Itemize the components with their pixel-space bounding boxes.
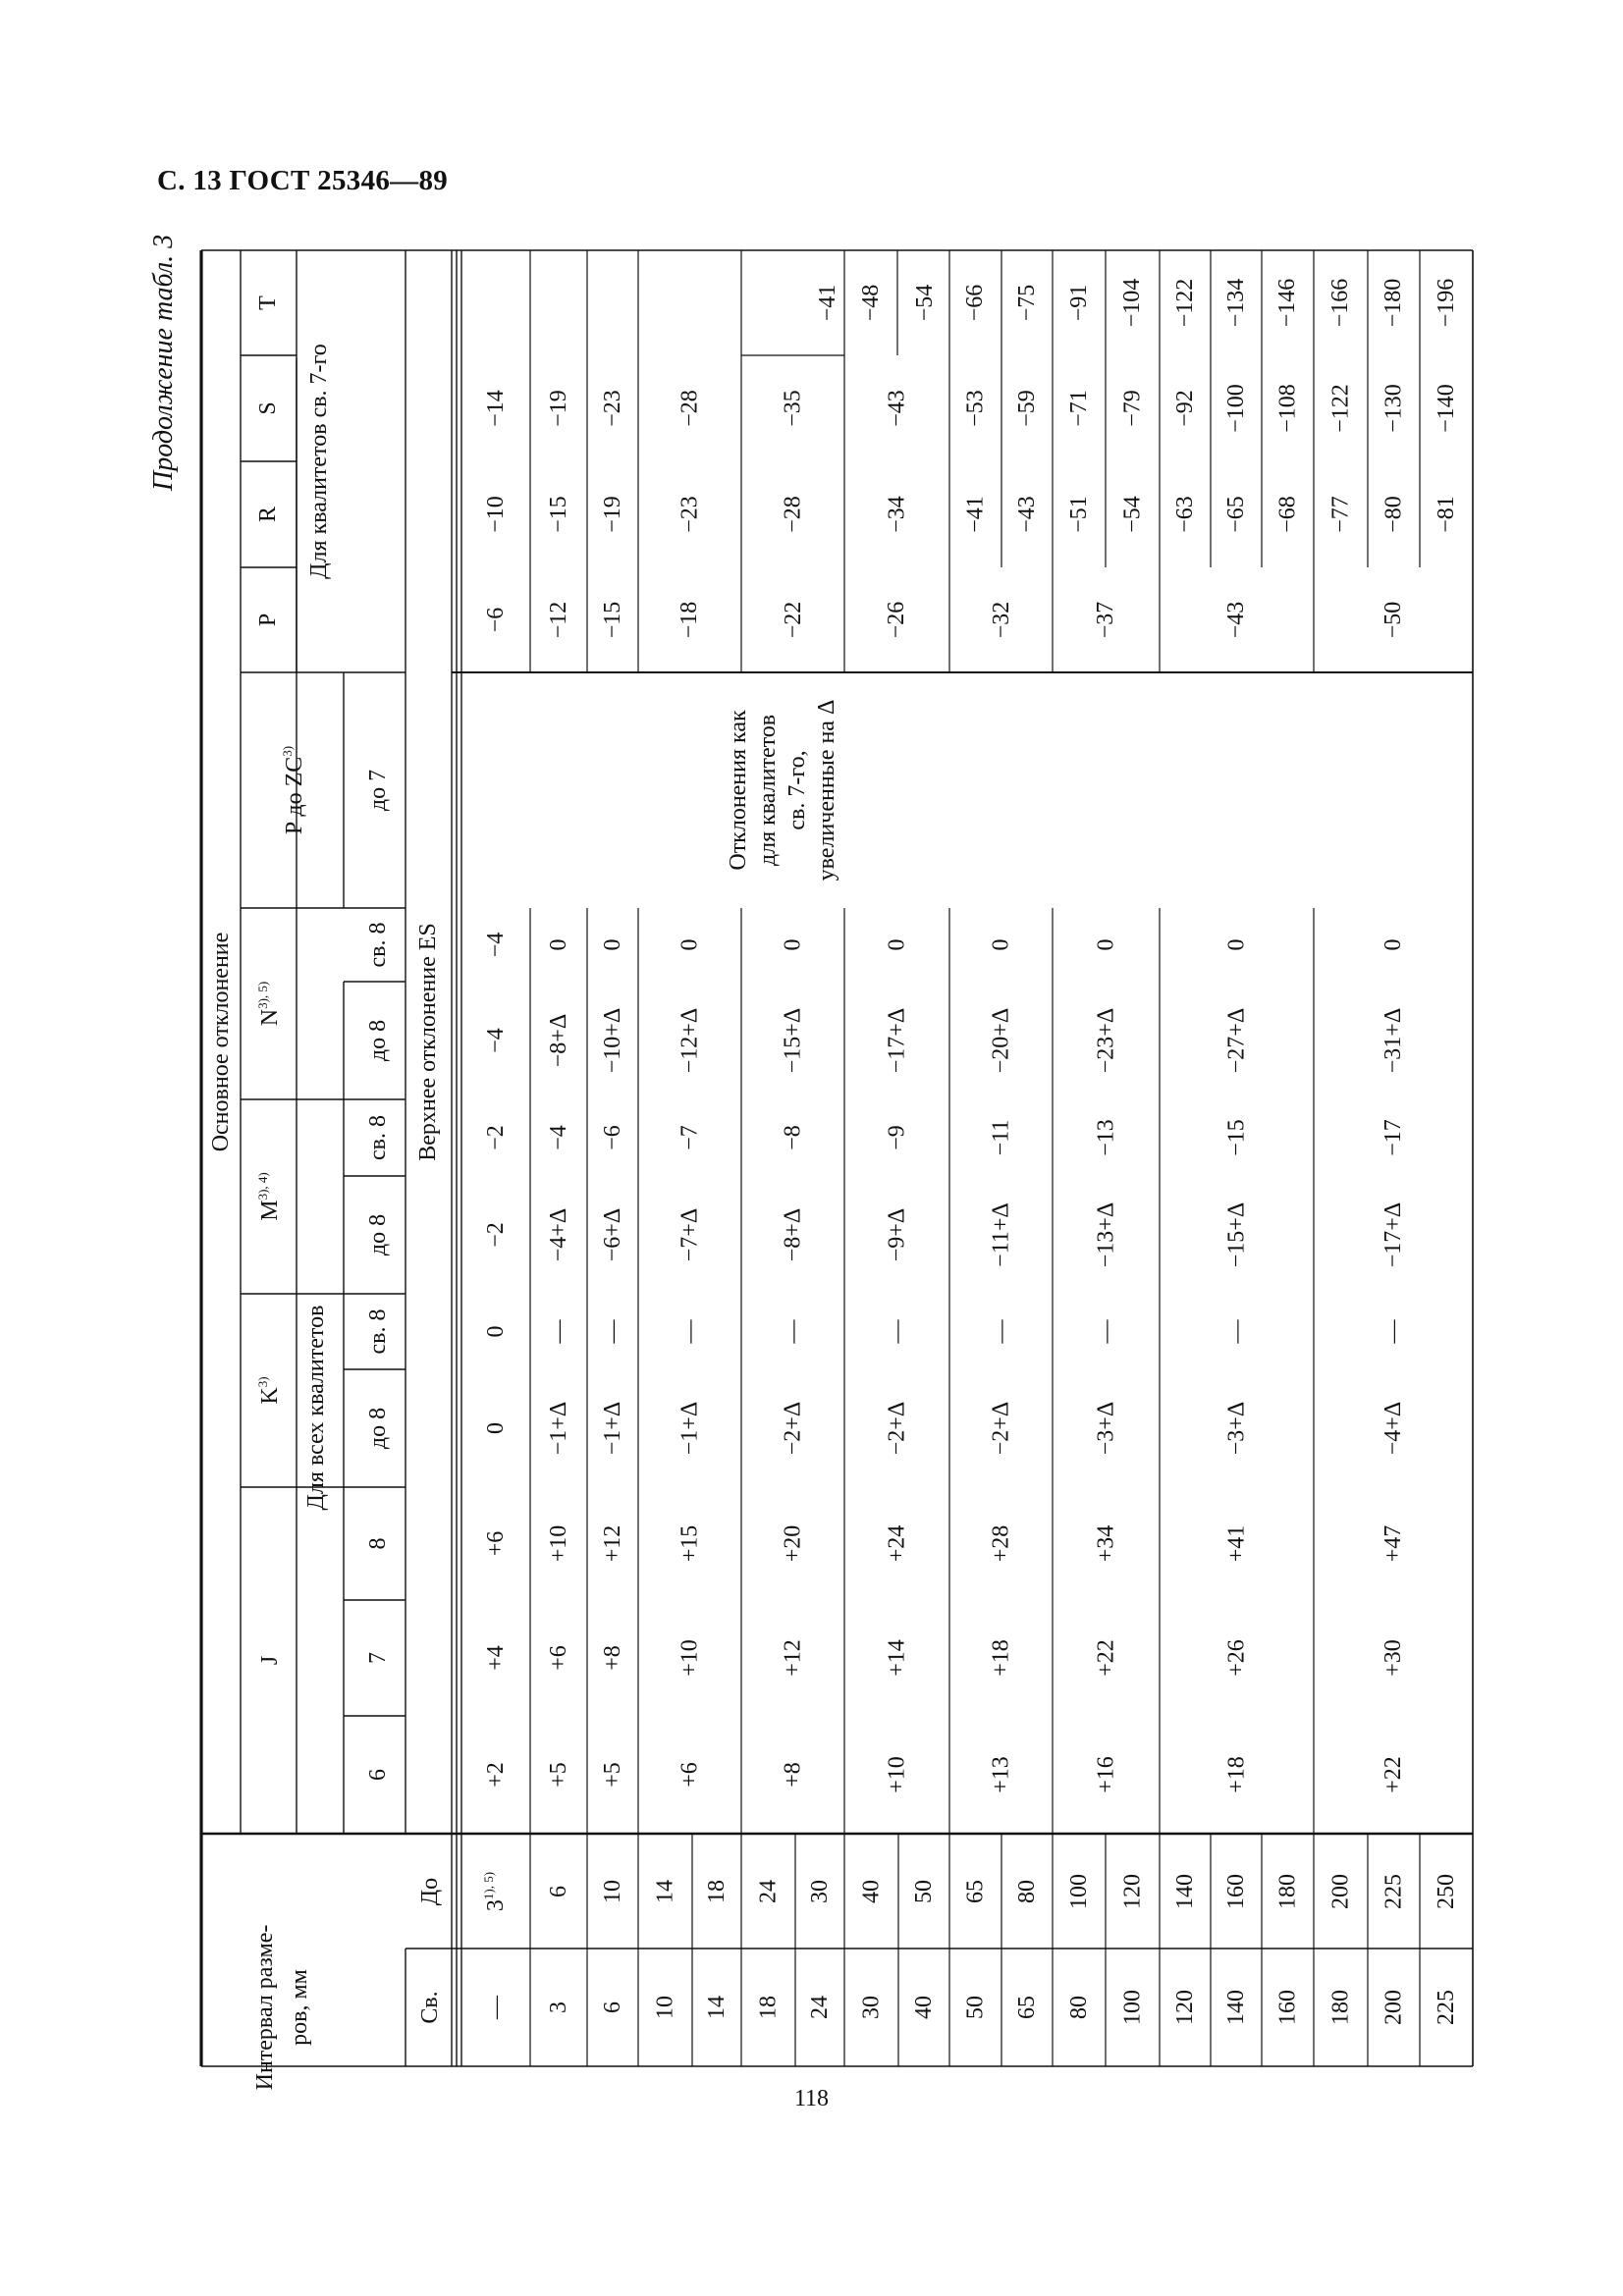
col-M-sv8-sub: св. 8 (365, 1115, 391, 1160)
cell-s: −14 (483, 390, 509, 427)
cell-k-do8: −3+Δ (1223, 1401, 1250, 1456)
cell-k-sv8: — (780, 1319, 806, 1344)
cell-j6: +16 (1093, 1756, 1119, 1793)
cell-n-do8: −12+Δ (676, 1007, 703, 1074)
cell-n-do8: −10+Δ (600, 1007, 625, 1074)
cell-s: −92 (1172, 390, 1198, 427)
cell-j8: +41 (1223, 1524, 1250, 1563)
interval-do: $3^{1), 5)}$ (480, 1871, 509, 1912)
cell-k-do8: −1+Δ (676, 1401, 703, 1456)
col-J-label: J (257, 1655, 283, 1666)
interval-sv: — (483, 1996, 509, 2019)
cell-j8: +34 (1093, 1524, 1119, 1563)
cell-r: −15 (546, 496, 571, 533)
page-number: 118 (793, 2086, 830, 2111)
col-J6-sub: 6 (365, 1769, 391, 1781)
cell-k-do8: −3+Δ (1093, 1401, 1119, 1456)
cell-j6: +18 (1223, 1756, 1250, 1793)
interval-sv: 120 (1172, 1990, 1198, 2025)
cell-m-do8: −15+Δ (1223, 1201, 1250, 1268)
cell-n-sv8: 0 (780, 938, 806, 951)
cell-t: −91 (1066, 284, 1092, 322)
cell-n-sv8: 0 (600, 938, 625, 951)
cell-n-sv8: 0 (676, 938, 703, 951)
cell-s: −122 (1327, 384, 1354, 433)
col-J8-sub: 8 (365, 1537, 391, 1550)
cell-j8: +6 (483, 1530, 509, 1557)
cell-n-do8: −17+Δ (884, 1007, 910, 1074)
cell-k-sv8: — (600, 1319, 625, 1344)
cell-k-sv8: 0 (483, 1325, 509, 1338)
cell-n-sv8: 0 (1223, 938, 1250, 951)
cell-k-do8: 0 (483, 1422, 509, 1434)
cell-r: −81 (1434, 496, 1459, 533)
cell-m-do8: −17+Δ (1380, 1201, 1406, 1268)
cell-j7: +12 (780, 1639, 806, 1677)
cell-n-do8: −15+Δ (780, 1007, 806, 1074)
cell-m-sv8: −6 (600, 1125, 625, 1150)
cell-j6: +2 (483, 1762, 509, 1788)
cell-r: −51 (1066, 496, 1092, 533)
col-T-label: T (255, 295, 281, 310)
cell-t: −166 (1327, 278, 1353, 328)
cell-r: −68 (1274, 496, 1301, 533)
cell-m-do8: −7+Δ (676, 1207, 703, 1262)
page-title: С. 13 ГОСТ 25346—89 (157, 165, 449, 196)
cell-t: −180 (1380, 278, 1406, 328)
cell-m-sv8: −8 (780, 1125, 806, 1150)
cell-t: −48 (858, 284, 884, 322)
cell-s: −108 (1274, 384, 1301, 433)
cell-k-sv8: — (1093, 1319, 1119, 1344)
cell-j6: +5 (546, 1762, 571, 1788)
cell-s: −35 (780, 390, 806, 427)
cell-p: −22 (781, 601, 806, 639)
cell-k-sv8: — (988, 1319, 1014, 1344)
cell-j7: +10 (676, 1639, 703, 1677)
cell-r: −23 (676, 496, 703, 533)
cell-j6: +10 (884, 1756, 910, 1793)
cell-r: −77 (1327, 496, 1354, 533)
cell-j6: +13 (988, 1756, 1014, 1793)
cell-m-sv8: −13 (1093, 1119, 1119, 1156)
cell-t: −104 (1119, 278, 1145, 328)
interval-sv: 65 (1014, 1996, 1040, 2019)
col-K-sv8-sub: св. 8 (365, 1308, 391, 1355)
cell-m-sv8: −15 (1223, 1119, 1250, 1156)
cell-n-do8: −23+Δ (1093, 1007, 1119, 1074)
cell-n-do8: −8+Δ (546, 1013, 571, 1068)
interval-sv: 160 (1274, 1990, 1301, 2025)
cell-p: −15 (600, 601, 625, 639)
cell-k-do8: −4+Δ (1380, 1401, 1406, 1456)
cell-s: −59 (1014, 390, 1040, 427)
cell-r: −28 (780, 496, 806, 533)
cell-r: −80 (1380, 496, 1407, 533)
es-header: Верхнее отклонение ES (415, 923, 441, 1161)
cell-j8: +47 (1380, 1524, 1406, 1563)
cell-m-sv8: −7 (676, 1125, 703, 1150)
cell-s: −100 (1223, 384, 1249, 433)
pzc-note-line: для квалитетов (755, 714, 781, 867)
interval-do: 200 (1327, 1874, 1354, 1909)
cell-k-do8: −1+Δ (600, 1401, 625, 1456)
cell-m-do8: −4+Δ (546, 1207, 571, 1262)
pzc-note-line: увеличенные на Δ (814, 699, 839, 881)
cell-j8: +12 (600, 1524, 625, 1563)
cell-r: −41 (962, 496, 989, 533)
interval-do: 120 (1119, 1874, 1146, 1909)
cell-t: −41 (815, 284, 840, 322)
cell-p: −37 (1093, 601, 1118, 639)
cell-k-sv8: — (676, 1319, 703, 1344)
col-M-do8-sub: до 8 (365, 1213, 391, 1256)
interval-do: 14 (652, 1880, 678, 1903)
cell-p: −43 (1223, 601, 1249, 639)
cell-j8: +20 (780, 1524, 806, 1563)
interval-do: 50 (911, 1880, 937, 1903)
interval-sv: 40 (911, 1996, 937, 2019)
cell-t: −75 (1014, 284, 1040, 322)
cell-m-sv8: −17 (1380, 1119, 1406, 1156)
cell-n-sv8: 0 (1380, 938, 1406, 951)
cell-j8: +10 (546, 1524, 571, 1563)
cell-j7: +6 (546, 1645, 571, 1671)
cell-m-do8: −6+Δ (600, 1207, 625, 1262)
cell-n-do8: −20+Δ (988, 1007, 1014, 1074)
interval-sv: 200 (1380, 1990, 1407, 2025)
cell-k-do8: −2+Δ (988, 1401, 1014, 1456)
cell-k-do8: −2+Δ (884, 1401, 910, 1456)
cell-j6: +8 (780, 1762, 806, 1788)
cell-k-do8: −1+Δ (546, 1401, 571, 1456)
interval-do: 250 (1434, 1874, 1459, 1909)
interval-do: 180 (1274, 1874, 1301, 1909)
cell-r: −54 (1119, 496, 1146, 533)
cell-t: −54 (912, 284, 938, 322)
cell-m-do8: −11+Δ (988, 1202, 1014, 1267)
cell-t: −66 (962, 284, 988, 322)
interval-do: 18 (704, 1880, 730, 1903)
cell-p: −6 (483, 607, 509, 633)
col-J7-sub: 7 (365, 1652, 391, 1664)
interval-do: 65 (962, 1880, 989, 1903)
interval-do: 40 (858, 1880, 885, 1903)
col-M-label: $M^{3), 4)}$ (254, 1172, 283, 1221)
interval-sv: 3 (546, 2002, 571, 2013)
cell-m-do8: −13+Δ (1093, 1201, 1119, 1268)
cell-n-do8: −27+Δ (1223, 1007, 1250, 1074)
interval-sv: 100 (1119, 1990, 1146, 2025)
cell-j8: +24 (884, 1524, 910, 1563)
cell-n-do8: −4 (483, 1028, 509, 1053)
cell-n-sv8: −4 (483, 932, 509, 958)
cell-p: −12 (546, 601, 571, 639)
cell-s: −53 (962, 390, 989, 427)
col-PZC-do7-sub: до 7 (365, 769, 391, 812)
do-header: До (417, 1877, 443, 1906)
interval-do: 225 (1380, 1874, 1407, 1909)
cell-m-do8: −9+Δ (884, 1207, 910, 1262)
cell-n-do8: −31+Δ (1380, 1007, 1406, 1074)
cell-j6: +22 (1380, 1756, 1406, 1793)
cell-s: −28 (676, 390, 703, 427)
table-continuation-label: Продолжение табл. 3 (148, 234, 179, 491)
interval-sv: 80 (1066, 1996, 1092, 2019)
grades7-header: Для квалитетов св. 7-го (306, 344, 332, 579)
cell-n-sv8: 0 (884, 938, 910, 951)
cell-m-sv8: −2 (483, 1125, 509, 1150)
cell-n-sv8: 0 (988, 938, 1014, 951)
cell-p: −50 (1380, 601, 1406, 639)
cell-r: −65 (1223, 496, 1249, 533)
cell-t: −122 (1172, 278, 1198, 328)
col-PZC-label: P до ZC$^{3)}$ (279, 745, 307, 835)
cell-m-sv8: −11 (988, 1119, 1014, 1156)
cell-j7: +14 (884, 1639, 910, 1677)
cell-p: −18 (676, 601, 702, 639)
col-N-sv8-sub: св. 8 (365, 922, 391, 968)
cell-m-sv8: −9 (884, 1125, 910, 1150)
cell-j6: +6 (676, 1762, 703, 1788)
cell-p: −26 (884, 601, 909, 639)
cell-m-sv8: −4 (546, 1125, 571, 1150)
interval-sv: 10 (652, 1996, 678, 2019)
cell-j7: +18 (988, 1639, 1014, 1677)
cell-j7: +8 (600, 1645, 625, 1671)
interval-sv: 18 (755, 1996, 782, 2019)
cell-n-sv8: 0 (1093, 938, 1119, 951)
interval-do: 24 (755, 1880, 782, 1903)
col-K-label: $K^{3)}$ (254, 1376, 283, 1405)
sv-header: Св. (417, 1991, 443, 2024)
cell-s: −130 (1380, 384, 1407, 433)
cell-s: −71 (1066, 390, 1092, 427)
cell-t: −134 (1223, 278, 1249, 328)
cell-r: −43 (1014, 496, 1040, 533)
col-N-do8-sub: до 8 (365, 1019, 391, 1062)
cell-j8: +28 (988, 1524, 1014, 1563)
cell-j7: +26 (1223, 1639, 1250, 1677)
interval-header-line2: ров, мм (287, 1969, 312, 2046)
cell-p: −32 (989, 601, 1014, 639)
cell-n-sv8: 0 (546, 938, 571, 951)
col-N-label: $N^{3), 5)}$ (254, 981, 283, 1027)
interval-sv: 30 (858, 1996, 885, 2019)
cell-r: −63 (1172, 496, 1198, 533)
interval-sv: 24 (807, 1996, 833, 2019)
cell-j7: +4 (483, 1645, 509, 1671)
cell-t: −146 (1274, 278, 1300, 328)
cell-s: −79 (1119, 390, 1146, 427)
cell-m-do8: −2 (483, 1222, 509, 1248)
cell-t: −196 (1434, 278, 1459, 328)
interval-header-line1: Интервал разме- (252, 1924, 278, 2091)
cell-j7: +22 (1093, 1639, 1119, 1677)
interval-sv: 14 (704, 1996, 730, 2019)
col-P-label: P (255, 613, 281, 627)
cell-k-sv8: — (1380, 1319, 1406, 1344)
all-grades-header: Для всех квалитетов (303, 1305, 329, 1511)
interval-sv: 225 (1434, 1990, 1459, 2025)
cell-s: −23 (600, 390, 625, 427)
cell-r: −34 (884, 496, 910, 533)
cell-r: −10 (483, 496, 509, 533)
cell-s: −19 (546, 390, 571, 427)
cell-k-sv8: — (884, 1319, 910, 1344)
interval-sv: 180 (1327, 1990, 1354, 2025)
col-K-do8-sub: до 8 (365, 1407, 391, 1450)
interval-sv: 50 (962, 1996, 989, 2019)
interval-do: 6 (546, 1886, 571, 1897)
interval-sv: 6 (600, 2002, 625, 2013)
pzc-note-line: Отклонения как (726, 710, 751, 871)
cell-k-do8: −2+Δ (780, 1401, 806, 1456)
interval-do: 80 (1014, 1880, 1040, 1903)
interval-do: 30 (807, 1880, 833, 1903)
col-R-label: R (255, 506, 281, 523)
cell-m-do8: −8+Δ (780, 1207, 806, 1262)
interval-do: 160 (1223, 1874, 1249, 1909)
cell-j7: +30 (1380, 1639, 1406, 1677)
interval-do: 10 (600, 1880, 625, 1903)
col-S-label: S (255, 401, 281, 415)
cell-j6: +5 (600, 1762, 625, 1788)
main-header: Основное отклонение (208, 932, 234, 1152)
pzc-note-line: св. 7-го, (784, 750, 810, 830)
interval-do: 100 (1066, 1874, 1092, 1909)
interval-do: 140 (1172, 1874, 1198, 1909)
cell-r: −19 (600, 496, 625, 533)
cell-s: −43 (884, 390, 910, 427)
cell-k-sv8: — (1223, 1319, 1250, 1344)
cell-j8: +15 (676, 1524, 703, 1563)
cell-s: −140 (1434, 384, 1459, 433)
interval-sv: 140 (1223, 1990, 1249, 2025)
cell-k-sv8: — (546, 1319, 571, 1344)
